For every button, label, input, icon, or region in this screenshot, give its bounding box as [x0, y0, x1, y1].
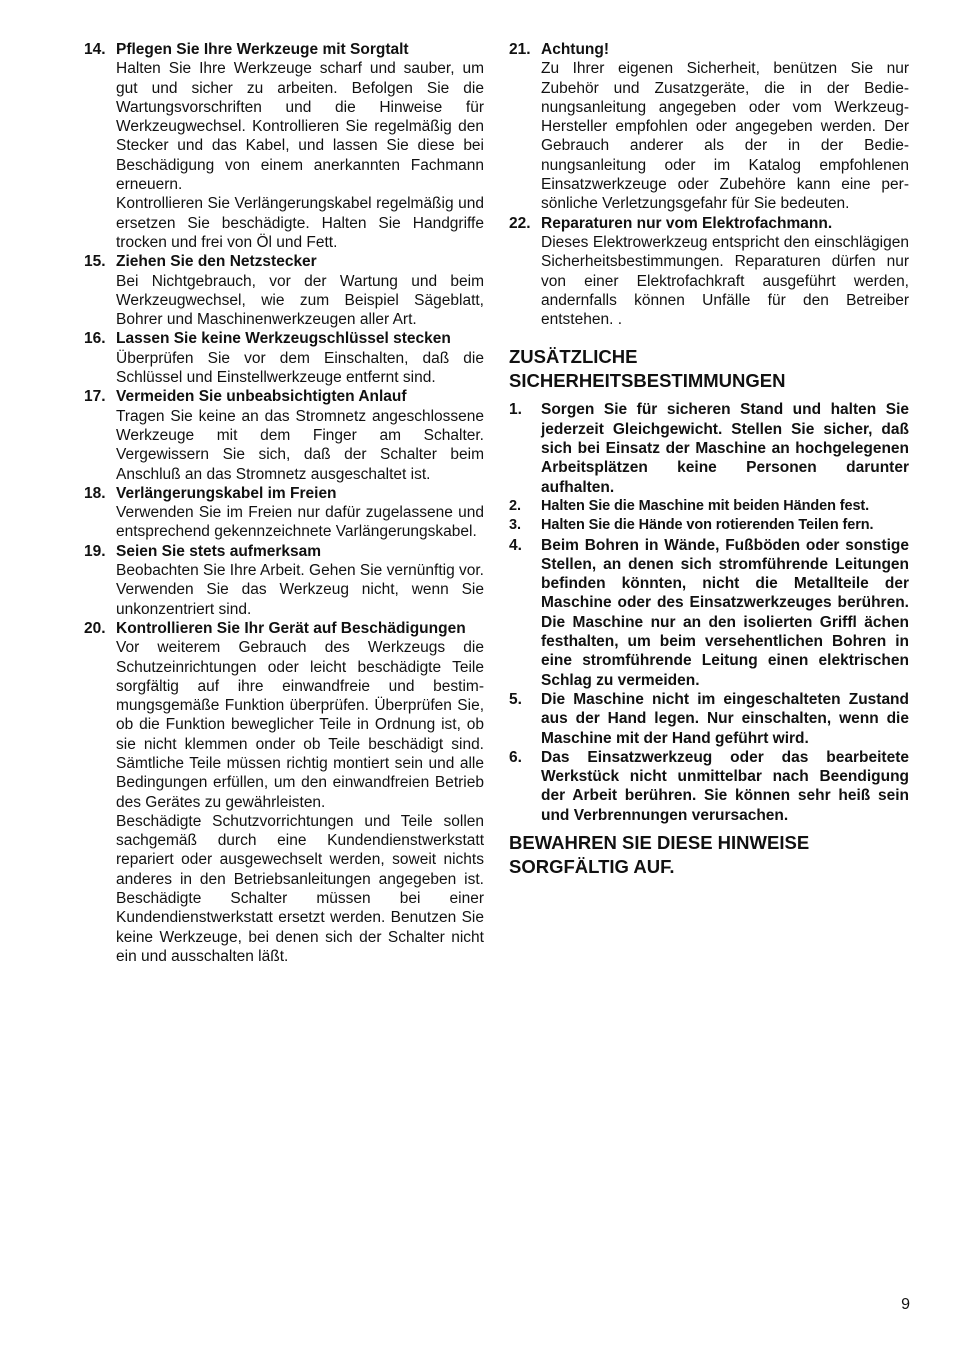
item-paragraph: Bei Nichtgebrauch, vor der Wartung und beim Werkzeugwechsel, wie zum Beispiel Sägeblatt, Bohrer und Maschinenwerkzeugen aller Art. — [116, 272, 484, 329]
right-column — [509, 40, 909, 879]
safety-text: Sorgen Sie für sicheren Stand und halten Sie jederzeit Gleichgewicht. Stellen Sie sicher, daß sich bei Einsatz der Maschine an hochgelegenen Arbeitsplätzen keine Personen darunter aufhalten. — [541, 401, 909, 496]
keep-instructions-heading — [509, 831, 909, 879]
instruction-item-16 — [84, 329, 484, 387]
safety-item-1 — [509, 400, 909, 496]
item-number: 19. — [84, 542, 106, 560]
instruction-item-19 — [84, 542, 484, 619]
heading-line: SORGFÄLTIG AUF. — [509, 855, 675, 877]
instruction-item-21 — [509, 40, 909, 214]
item-number: 3. — [509, 517, 521, 534]
item-paragraph: Kontrollieren Sie Verlängerungskabel regelmäßig und ersetzen Sie beschädigte. Halten Sie Handgriffe trocken und frei von Öl und Fett. — [116, 195, 484, 251]
page-number: 9 — [901, 1296, 910, 1313]
item-paragraph: Überprüfen Sie vor dem Einschalten, daß die Schlüssel und Einstellwerkzeuge entfernt sind. — [116, 349, 484, 387]
instruction-item-15 — [84, 252, 484, 329]
item-number: 5. — [509, 690, 522, 708]
additional-safety-heading — [509, 345, 909, 393]
item-paragraph: Beschädigte Schutzvorrichtungen und Teile sollen sachgemäß durch eine Kundendienstwerkstatt repariert oder ausgewechselt werden, soweit nichts anderes in den Betriebsanleitungen angegeben ist. Beschädigte Schalter müssen bei einer Kundendienstwerkstatt ersetzt werden. Benutzen Sie keine Werkzeuge, bei denen sich der Schalter nicht ein und ausschalten läßt. — [116, 812, 484, 965]
safety-item-4 — [509, 536, 909, 690]
item-number: 14. — [84, 41, 106, 58]
item-paragraph: Tragen Sie keine an das Stromnetz angeschlossene Werkzeuge mit dem Finger am Schalter. Vergewissern Sie sich, daß der Schalter beim Anschluß an das Stromnetz ausgeschaltet ist. — [116, 407, 484, 483]
item-paragraph: Vor weiterem Gebrauch des Werkzeugs die Schutzeinrichtungen oder leicht beschädigte Teile sorgfältig auf ihre einwandfreie und bestimmungsgemäße Funktion überprüfen. Überprüfen Sie, ob die Funktion beweglicher Teile in Ordnung ist, ob sie nicht klemmen onder ob Teile beschädigt sind. Sämtliche Teile müssen richtig montiert sein und alle Bedingungen erfüllen, um den einwandfreien Betrieb des Gerätes zu gewährleisten. — [116, 639, 484, 811]
item-paragraph: Halten Sie Ihre Werkzeuge scharf und sauber, um gut und sicher zu arbeiten. Befolgen Sie die Wartungsvorschriften und die Hinweise für Werkzeugwechsel. Kontrollieren Sie regelmäßig den Stecker und das Kabel, und lassen Sie diese bei Beschädigung von einem anerkannten Fachmann erneuern. — [116, 60, 484, 194]
item-heading: Lassen Sie keine Werkzeugschlüssel stecken — [116, 330, 451, 348]
item-paragraph: Beobachten Sie Ihre Arbeit. Gehen Sie vernünftig vor. Verwenden Sie das Werkzeug nicht, wenn Sie unkonzentriert sind. — [116, 562, 484, 618]
safety-item-6 — [509, 748, 909, 825]
safety-text: Das Einsatzwerkzeug oder das bearbeitete Werkstück nicht unmittelbar nach Beendigung der Arbeit berühren. Sie können sehr heiß sein und Verbrennungen verursachen. — [541, 748, 909, 824]
heading-line: BEWAHREN SIE DIESE HINWEISE — [509, 831, 810, 853]
item-number: 22. — [509, 214, 531, 232]
safety-text: Halten Sie die Maschine mit beiden Händen fest. — [541, 497, 870, 514]
instruction-item-17 — [84, 387, 484, 483]
item-heading: Kontrollieren Sie Ihr Gerät auf Beschädigungen — [116, 619, 466, 637]
item-number: 20. — [84, 619, 106, 637]
safety-text: Die Maschine nicht im eingeschalteten Zustand aus der Hand legen. Nur einschalten, wenn die Maschine mit der Hand geführt wird. — [541, 690, 909, 747]
item-paragraph: Dieses Elektrowerkzeug entspricht den einschlägigen Sicherheitsbestimmungen. Reparaturen dürfen nur von einer Elektrofachkraft ausgeführt werden, andernfalls können Unfälle für den Betreiber entstehen. . — [541, 233, 909, 329]
safety-item-2 — [509, 497, 909, 516]
item-heading: Seien Sie stets aufmerksam — [116, 542, 322, 560]
heading-line: ZUSÄTZLICHE — [509, 346, 638, 368]
item-number: 2. — [509, 497, 521, 514]
instruction-item-18 — [84, 484, 484, 542]
item-number: 1. — [509, 401, 522, 419]
instruction-item-14 — [84, 40, 484, 252]
item-number: 4. — [509, 536, 522, 554]
safety-list — [509, 400, 909, 825]
item-number: 17. — [84, 388, 106, 406]
item-heading: Verlängerungskabel im Freien — [116, 484, 337, 502]
instruction-item-20 — [84, 619, 484, 966]
item-heading: Achtung! — [541, 41, 610, 58]
item-number: 15. — [84, 253, 106, 271]
item-heading: Vermeiden Sie unbeabsichtigten Anlauf — [116, 388, 407, 406]
item-heading: Ziehen Sie den Netzstecker — [116, 253, 317, 271]
safety-item-3 — [509, 516, 909, 535]
item-heading: Pflegen Sie Ihre Werkzeuge mit Sorgtalt — [116, 41, 409, 58]
item-paragraph: Verwenden Sie im Freien nur dafür zugelassene und entsprechend gekennzeichnete Varlängerungskabel. — [116, 504, 484, 541]
item-number: 6. — [509, 748, 522, 766]
item-number: 16. — [84, 330, 106, 348]
heading-line: SICHERHEITSBESTIMMUNGEN — [509, 370, 786, 392]
left-column — [84, 40, 484, 966]
safety-text: Beim Bohren in Wände, Fußböden oder sonstige Stellen, an denen sich stromführende Leitungen befinden könnten, nicht die Metallteile der Maschine oder des Einsatzwerkzeuges berühren. Die Maschine nur an den isolierten Griffl ächen festhalten, um beim versehentlichen Bohren in eine stromführende Leitung einen elektrischen Schlag zu vermeiden. — [541, 536, 909, 689]
item-number: 18. — [84, 484, 106, 502]
safety-item-5 — [509, 690, 909, 748]
instruction-item-22 — [509, 214, 909, 330]
item-number: 21. — [509, 41, 531, 58]
item-heading: Reparaturen nur vom Elektrofachmann. — [541, 214, 833, 232]
item-paragraph: Zu Ihrer eigenen Sicherheit, benützen Sie nur Zubehör und Zusatzgeräte, die in der Bedienungsanleitung angegeben oder vom WerkzeugHersteller empfohlen oder angegeben werden. Der Gebrauch anderer als der in der Bedienungsanleitung oder im Katalog empfohlenen Einsatzwerkzeuge oder Zubehöre kann eine persönliche Verletzungsgefahr für Sie bedeuten. — [541, 60, 909, 213]
safety-text: Halten Sie die Hände von rotierenden Teilen fern. — [541, 517, 874, 534]
